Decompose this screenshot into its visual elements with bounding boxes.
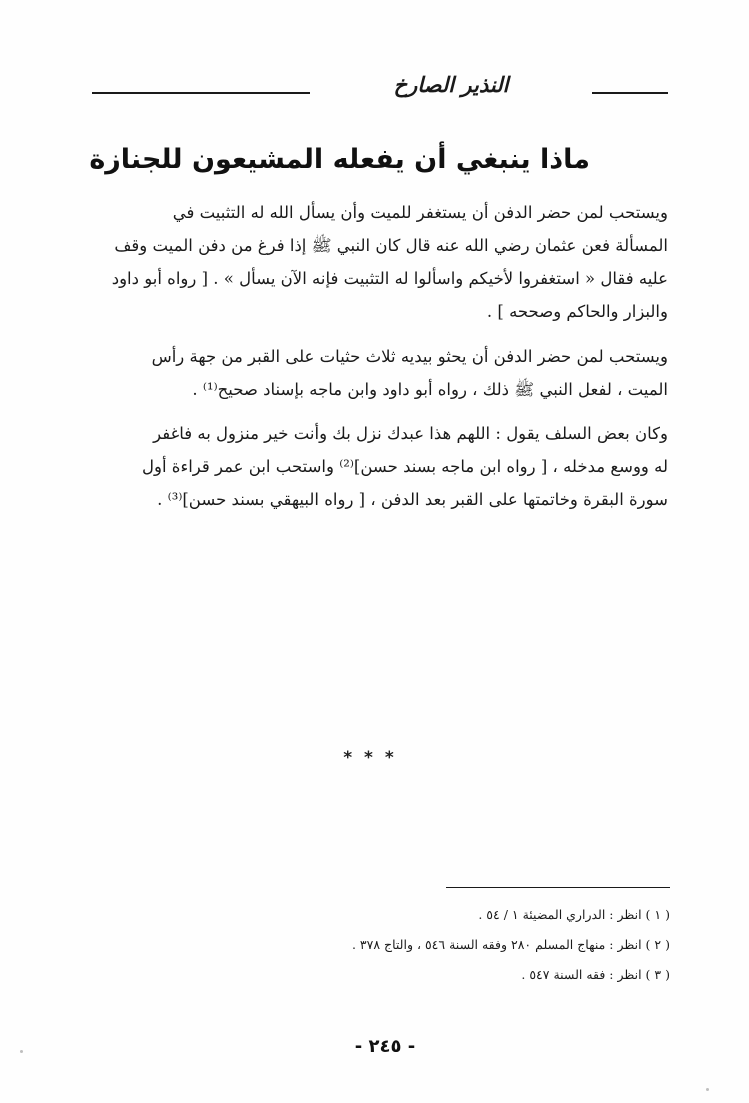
paragraph-line: الميت ، لفعل النبي ﷺ ذلك ، رواه أبو داود وابن ماجه بإسناد صحيح⁽¹⁾ . — [192, 380, 668, 399]
paragraph — [90, 417, 668, 516]
header-rule-right — [592, 92, 668, 94]
scan-speck — [20, 1050, 23, 1053]
paragraph-line: عليه فقال « استغفروا لأخيكم واسألوا له التثبيت فإنه الآن يسأل » . [ رواه أبو داود — [111, 269, 668, 288]
paragraph-line: ويستحب لمن حضر الدفن أن يستغفر للميت وأن يسأل الله له التثبيت في — [172, 203, 668, 222]
paragraph-line: وكان بعض السلف يقول : اللهم هذا عبدك نزل بك وأنت خير منزول به فاغفر — [153, 424, 668, 443]
footnote: ( ١ ) انظر : الدراري المضيئة ١ / ٥٤ . — [478, 907, 670, 922]
paragraph — [90, 196, 668, 328]
header-rule-left — [92, 92, 310, 94]
footnote: ( ٣ ) انظر : فقه السنة ٥٤٧ . — [521, 967, 670, 982]
paragraph-line: سورة البقرة وخاتمتها على القبر بعد الدفن ، [ رواه البيهقي بسند حسن]⁽³⁾ . — [157, 490, 668, 509]
paragraph-line: له ووسع مدخله ، [ رواه ابن ماجه بسند حسن]⁽²⁾ واستحب ابن عمر قراءة أول — [142, 457, 668, 476]
footnote-divider — [446, 887, 670, 888]
footnote: ( ٢ ) انظر : منهاج المسلم ٢٨٠ وفقه السنة ٥٤٦ ، والتاج ٣٧٨ . — [351, 937, 670, 952]
section-title: ماذا ينبغي أن يفعله المشيعون للجنازة — [89, 144, 590, 175]
paragraph — [90, 340, 668, 406]
section-separator: * * * — [343, 748, 397, 768]
paragraph-line: والبزار والحاكم وصححه ] . — [486, 302, 668, 321]
footnotes — [250, 900, 670, 990]
scan-speck — [706, 1088, 709, 1091]
running-header — [92, 72, 668, 102]
running-header-title: النذير الصارخ — [393, 73, 509, 97]
page-number: - ٢٤٥ - — [354, 1036, 416, 1057]
paragraph-line: المسألة فعن عثمان رضي الله عنه قال كان النبي ﷺ إذا فرغ من دفن الميت وقف — [114, 236, 668, 255]
paragraph-line: ويستحب لمن حضر الدفن أن يحثو بيديه ثلاث حثيات على القبر من جهة رأس — [151, 347, 668, 366]
